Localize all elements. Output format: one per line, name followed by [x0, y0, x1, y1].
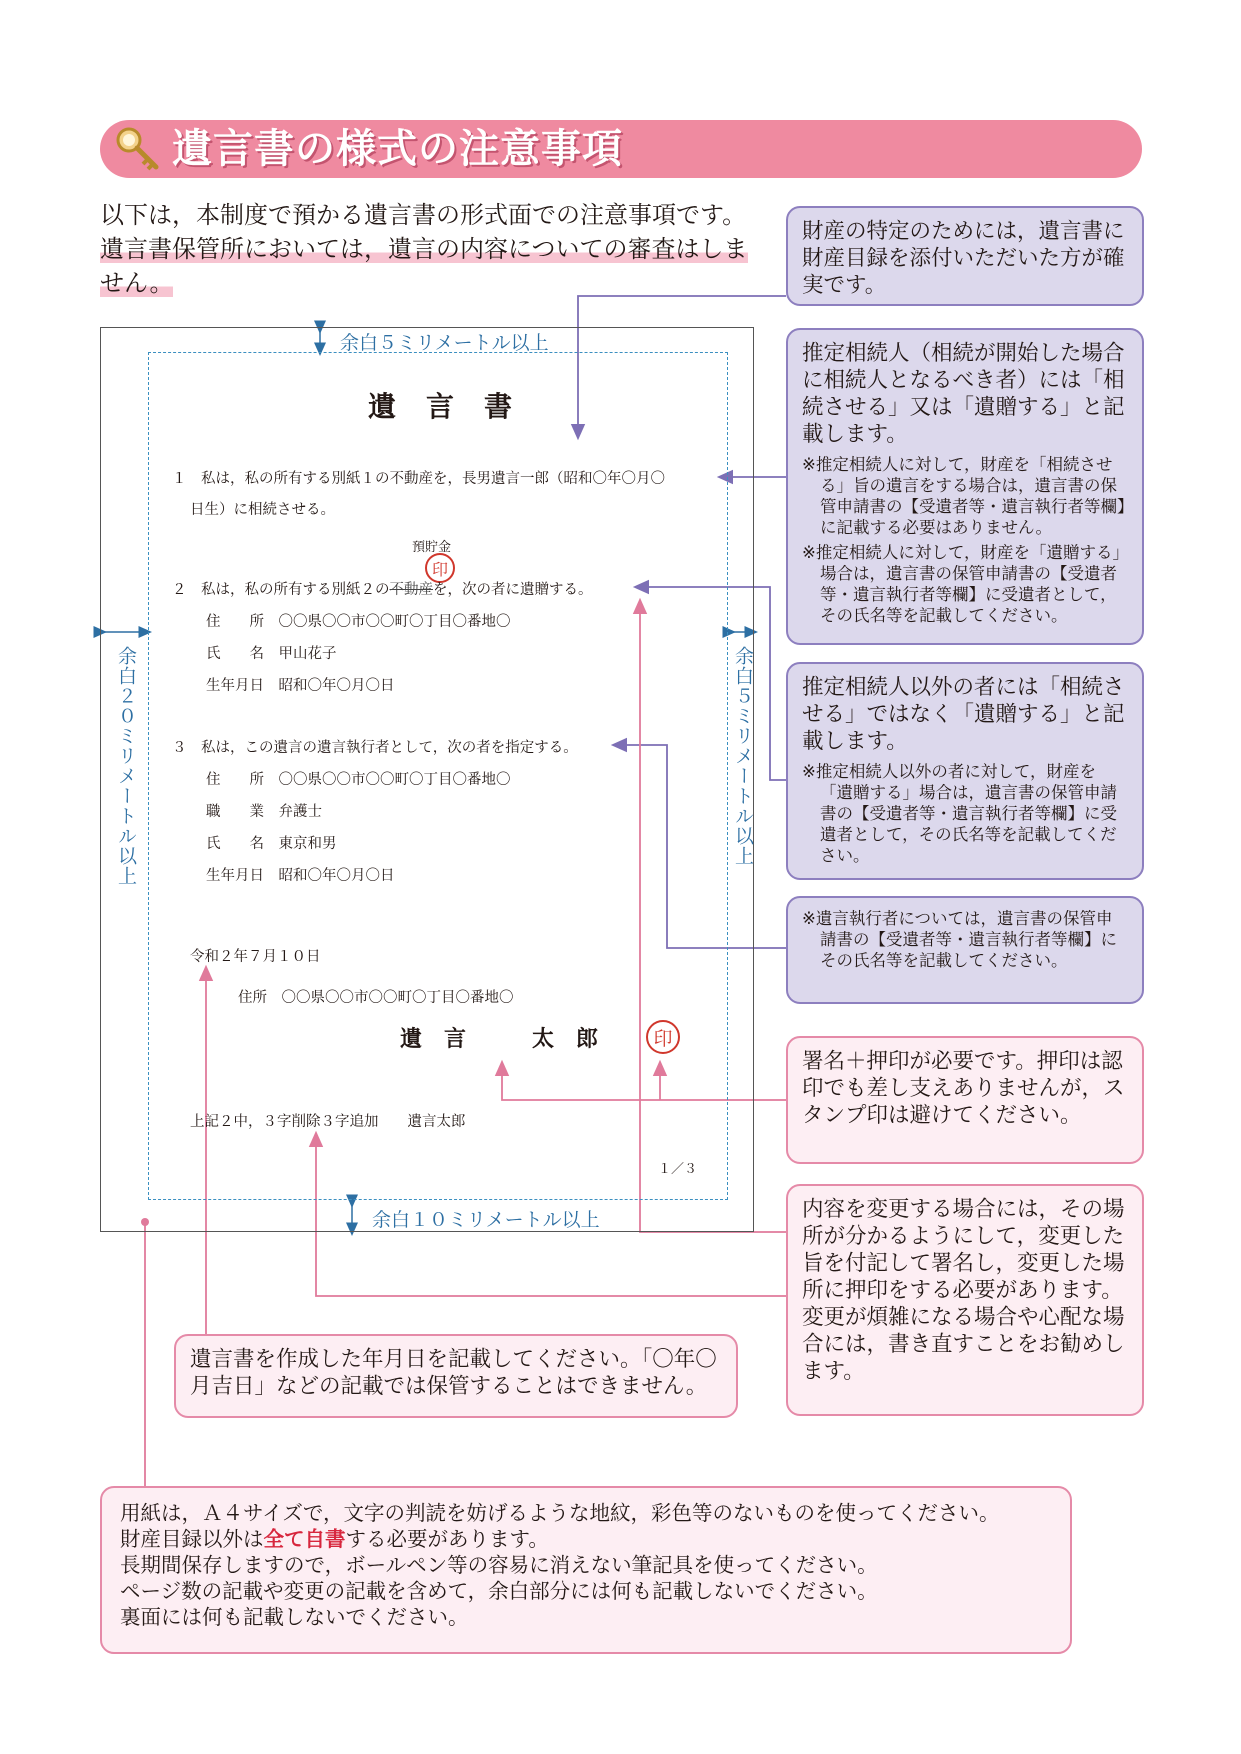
will-item2-dob: 生年月日 昭和〇年〇月〇日: [206, 678, 395, 694]
will-item3-line: ３ 私は，この遺言の遺言執行者として，次の者を指定する。: [172, 740, 578, 756]
callout-nonheir: [786, 662, 1144, 880]
will-item2-insertion: 預貯金: [412, 540, 452, 555]
callout-nonheir-main: 推定相続人以外の者には「相続させる」ではなく「遺贈する」と記載します。: [802, 675, 1125, 754]
callout-heir-note2: ※推定相続人に対して，財産を「遺贈する」場合は，遺言書の保管申請書の【受遺者等・遺言執行者等欄】に受遺者として，その氏名等を記載してください。: [802, 543, 1121, 625]
intro-line-1: 以下は，本制度で預かる遺言書の形式面での注意事項です。: [100, 201, 747, 229]
will-item2-line: [172, 578, 593, 599]
will-correction-note: 上記２中，３字削除３字追加 遺言太郎: [190, 1114, 466, 1130]
bottom-line-2-emphasis: 全て自書: [263, 1527, 346, 1551]
bottom-line-3: 長期間保存しますので，ボールペン等の容易に消えない筆記具を使ってください。: [120, 1553, 878, 1577]
will-page-number: １／３: [658, 1162, 698, 1177]
bottom-line-4: ページ数の記載や変更の記載を含めて，余白部分には何も記載しないでください。: [120, 1579, 878, 1603]
bottom-notes: [100, 1486, 1072, 1654]
intro-line-2-text: 遺言書保管所においては，遺言の内容についての審査はしま: [100, 235, 748, 263]
bottom-line-2-pre: 財産目録以外は: [120, 1527, 264, 1551]
margin-right-label: 余白５ミリメートル以上: [732, 646, 754, 866]
will-signature: 遺言 太郎: [400, 1026, 621, 1052]
callout-executor: [786, 896, 1144, 1004]
will-item2-address: 住 所 〇〇県〇〇市〇〇町〇丁目〇番地〇: [206, 614, 511, 630]
bottom-line-2-post: する必要があります。: [345, 1527, 549, 1551]
bottom-line-1: 用紙は，Ａ４サイズで，文字の判読を妨げるような地紋，彩色等のないものを使ってください。: [120, 1501, 1000, 1525]
intro-line-3-text: せん。: [100, 269, 174, 297]
will-date: 令和２年７月１０日: [190, 949, 321, 965]
signature-seal-icon: 印: [646, 1020, 680, 1054]
will-item2-post: を，次の者に遺贈する。: [433, 582, 593, 598]
callout-heir: [786, 328, 1144, 645]
will-item1-line1: １ 私は，私の所有する別紙１の不動産を，長男遺言一郎（昭和〇年〇月〇: [172, 471, 665, 487]
will-signer-address: 住所 〇〇県〇〇市〇〇町〇丁目〇番地〇: [238, 990, 514, 1006]
callout-seal: 署名＋押印が必要です。押印は認印でも差し支えありませんが，スタンプ印は避けてください。: [786, 1036, 1144, 1164]
correction-seal-icon: 印: [425, 553, 455, 583]
will-item3-job: 職 業 弁護士: [206, 804, 322, 820]
will-item3-dob: 生年月日 昭和〇年〇月〇日: [206, 868, 395, 884]
callout-nonheir-note: ※推定相続人以外の者に対して，財産を「遺贈する」場合は，遺言書の保管申請書の【受遺者等・遺言執行者等欄】に受遺者として，その氏名等を記載してください。: [802, 762, 1117, 865]
will-item2-struck: 不動産: [389, 582, 433, 598]
will-item2-pre: ２ 私は，私の所有する別紙２の: [172, 582, 390, 598]
callout-heir-note1: ※推定相続人に対して，財産を「相続させる」旨の遺言をする場合は，遺言書の保管申請書の【受遺者等・遺言執行者等欄】に記載する必要はありません。: [802, 455, 1126, 537]
bottom-line-5: 裏面には何も記載しないでください。: [120, 1605, 469, 1629]
margin-top-label: 余白５ミリメートル以上: [340, 332, 549, 354]
will-item1-line2: 日生）に相続させる。: [190, 502, 335, 518]
margin-bottom-label: 余白１０ミリメートル以上: [372, 1209, 600, 1231]
will-item2-name: 氏 名 甲山花子: [206, 646, 337, 662]
will-title: 遺言書: [367, 390, 542, 423]
will-item3-address: 住 所 〇〇県〇〇市〇〇町〇丁目〇番地〇: [206, 772, 511, 788]
callout-heir-main: 推定相続人（相続が開始した場合に相続人となるべき者）には「相続させる」又は「遺贈する」と記載します。: [802, 341, 1125, 447]
callout-date: 遺言書を作成した年月日を記載してください。「〇年〇月吉日」などの記載では保管することはできません。: [174, 1334, 738, 1418]
callout-change: 内容を変更する場合には，その場所が分かるようにして，変更した旨を付記して署名し，変更した場所に押印をする必要があります。変更が煩雑になる場合や心配な場合には，書き直すことをお勧めします。: [786, 1184, 1144, 1416]
callout-executor-note: ※遺言執行者については，遺言書の保管申請書の【受遺者等・遺言執行者等欄】にその氏名等を記載してください。: [802, 909, 1117, 970]
page-title: 遺言書の様式の注意事項: [172, 126, 623, 172]
margin-left-label: 余白２０ミリメートル以上: [115, 646, 137, 886]
bottom-line-2: [120, 1526, 1052, 1552]
callout-property-list: 財産の特定のためには，遺言書に財産目録を添付いただいた方が確実です。: [786, 206, 1144, 306]
will-item3-name: 氏 名 東京和男: [206, 836, 337, 852]
